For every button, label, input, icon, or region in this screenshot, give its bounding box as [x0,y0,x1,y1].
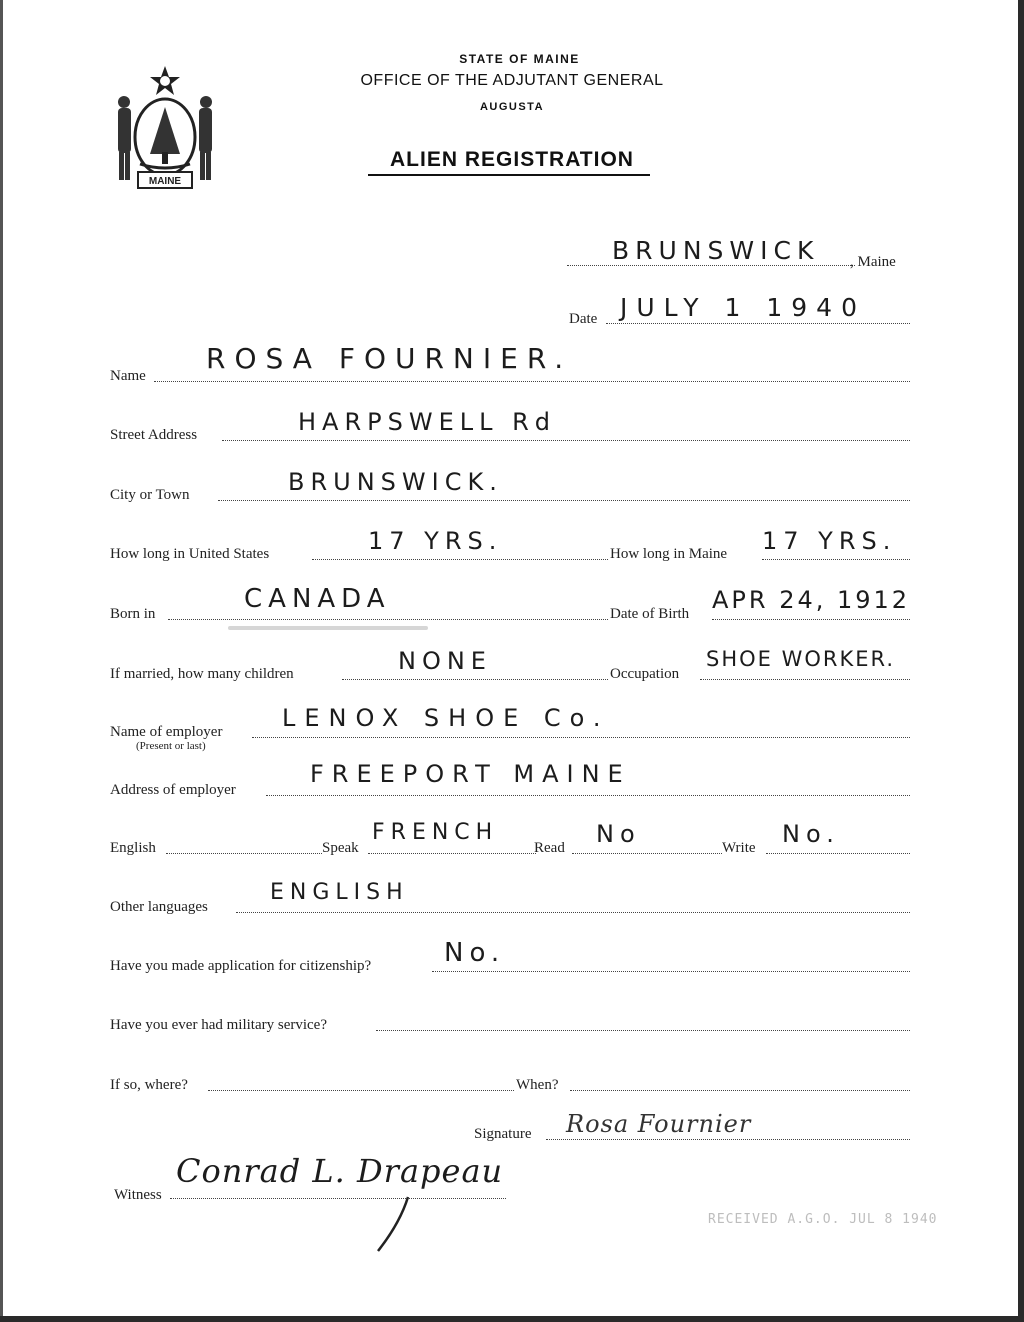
how-long-us-value: 17 YRS. [368,527,503,555]
read-value: No [596,820,641,848]
born-in-line [168,619,608,620]
city-town-value: BRUNSWICK. [288,468,503,496]
employer-address-label: Address of employer [110,782,236,798]
citizenship-value: No. [444,938,506,968]
children-label: If married, how many children [110,666,294,682]
if-so-where-line [208,1090,514,1091]
other-languages-value: ENGLISH [270,880,409,905]
employer-note: (Present or last) [136,740,206,752]
employer-line [252,737,910,738]
when-line [570,1090,910,1091]
english-line [166,853,322,854]
how-long-maine-label: How long in Maine [610,546,728,562]
witness-flourish-icon [372,1195,412,1255]
how-long-us-line [312,559,608,560]
scan-edge-bottom [0,1316,1024,1322]
occupation-value: SHOE WORKER. [706,647,896,671]
seal-motto: MAINE [148,176,182,187]
children-line [342,679,608,680]
how-long-maine-line [762,559,910,560]
signature-line [546,1139,910,1140]
state-heading: STATE OF MAINE [459,52,580,66]
speak-line [368,853,536,854]
witness-value: Conrad L. Drapeau [176,1152,504,1190]
date-of-birth-value: APR 24, 1912 [712,586,911,614]
citizenship-line [432,971,910,972]
employer-address-line [266,795,910,796]
occupation-label: Occupation [610,666,680,682]
place-value: BRUNSWICK [612,236,820,265]
if-so-where-label: If so, where? [110,1077,188,1093]
city-heading: AUGUSTA [479,101,545,113]
witness-line [170,1198,506,1199]
when-label: When? [516,1077,559,1093]
street-line [222,440,910,441]
date-line [606,323,910,324]
write-label: Write [722,840,756,856]
how-long-maine-value: 17 YRS. [762,527,897,555]
english-label: English [110,840,156,856]
employer-label: Name of employer [110,724,223,740]
city-town-label: City or Town [110,487,190,503]
date-value: JULY 1 1940 [620,293,866,322]
employer-address-value: FREEPORT MAINE [310,760,631,788]
occupation-line [700,679,910,680]
how-long-us-label: How long in United States [110,546,270,562]
citizenship-label: Have you made application for citizenship? [110,958,372,974]
received-stamp: RECEIVED A.G.O. JUL 8 1940 [708,1212,938,1227]
military-label: Have you ever had military service? [110,1017,327,1033]
speak-value: FRENCH [372,820,499,845]
witness-label: Witness [114,1187,162,1203]
ink-smear [228,626,428,630]
signature-label: Signature [474,1126,532,1142]
scan-edge-left [0,0,3,1322]
place-line [567,265,855,266]
form-title: ALIEN REGISTRATION [390,148,634,171]
date-label: Date [569,311,598,327]
name-line [154,381,910,382]
street-value: HARPSWELL Rd [298,408,557,436]
born-in-value: CANADA [244,584,391,614]
read-line [572,853,722,854]
speak-label: Speak [322,840,359,856]
scan-edge-right [1018,0,1024,1322]
employer-value: LENOX SHOE Co. [282,704,610,732]
name-value: ROSA FOURNIER. [206,342,573,375]
city-town-line [218,500,910,501]
write-value: No. [782,820,840,848]
place-suffix-label: , Maine [850,254,896,270]
children-value: NONE [398,647,492,675]
military-line [376,1030,910,1031]
street-label: Street Address [110,427,198,443]
office-heading: OFFICE OF THE ADJUTANT GENERAL [360,72,664,89]
other-languages-label: Other languages [110,899,208,915]
write-line [766,853,910,854]
signature-value: Rosa Fournier [566,1110,752,1138]
name-label: Name [110,368,146,384]
date-of-birth-label: Date of Birth [610,606,690,622]
read-label: Read [534,840,565,856]
other-languages-line [236,912,910,913]
title-underline [368,174,650,176]
date-of-birth-line [712,619,910,620]
born-in-label: Born in [110,606,156,622]
